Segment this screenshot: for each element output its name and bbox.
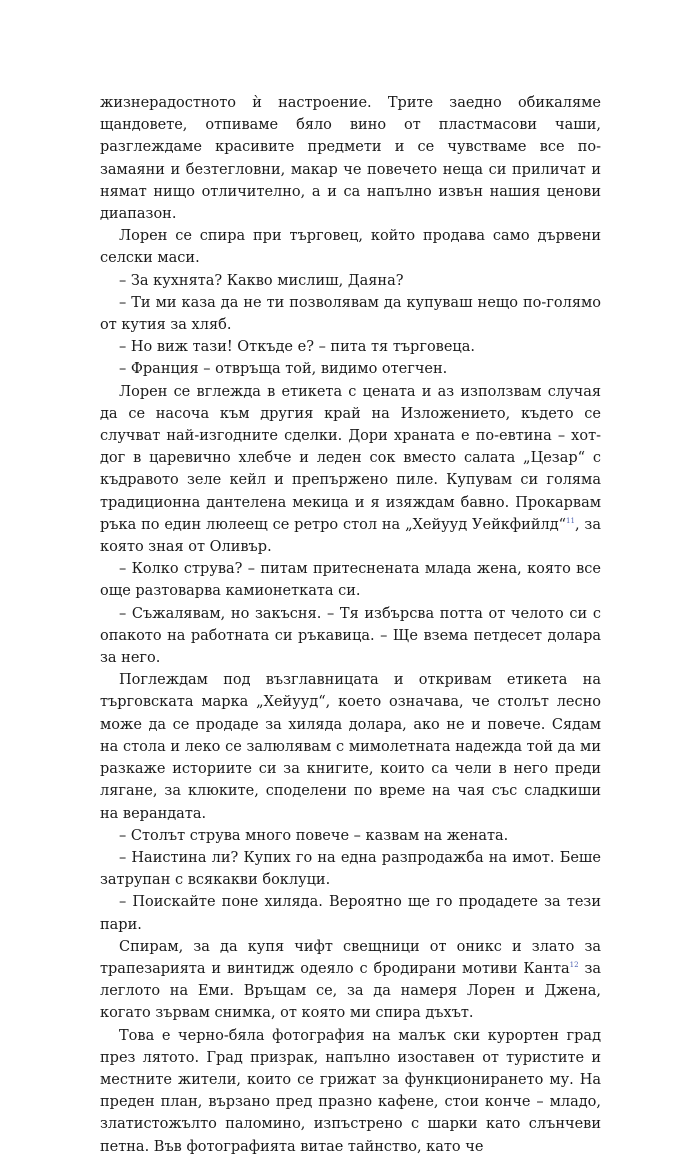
paragraph-text-continued: за леглото на Еми. Връщам се, за да намеря Лорен и Джена, когато зървам снимка, от която ми спира дъхът. [100,960,601,1022]
book-page-body [100,92,601,1158]
footnote-marker[interactable]: 11 [566,516,575,525]
dialogue-line: – Колко струва? – питам притеснената млада жена, която все още разтоварва камионетката си. [100,561,601,600]
paragraph: Поглеждам под възглавницата и откривам етикета на търговската марка „Хейууд“, което означава, че столът лесно може да се продаде за хиляда долара, ако не и повече. Сядам на стола и леко се залюлявам с мимолетната надежда той да ми разкаже историите си за книгите, които са чели в него преди лягане, за клюките, споделени по време на чая със сладкиши на верандата. [100,672,601,822]
dialogue-line: – Столът струва много повече – казвам на жената. [119,827,509,844]
dialogue-line: – Наистина ли? Купих го на една разпродажба на имот. Беше затрупан с всякакви боклуци. [100,849,601,889]
paragraph [100,381,601,559]
dialogue-line: – Франция – отвръща той, видимо отегчен. [119,361,448,378]
paragraph-text: Лорен се вглежда в етикета с цената и аз използвам случая да се насоча към другия край на Изложението, където се случват най-изгодните сделки. Дори храната е по-евтина – хот-дог в царевично хлебче и леден сок вместо салата „Цезар“ с къдравото зеле кейл и препържено пиле. Купувам си голяма традиционна дантелена мекица и я изяждам бавно. Прокарвам ръка по един люлеещ се ретро стол на „Хейууд Уейкфийлд“ [100,383,601,533]
paragraph: жизнерадостното ѝ настроение. Трите заедно обикаляме щандовете, отпиваме бяло вино от пластмасови чаши, разглеждаме красивите предмети и се чувстваме все по-замаяни и безтегловни, макар че повечето неща си приличат и нямат нищо отличително, а и са напълно извън нашия ценови диапазон. [100,95,601,223]
paragraph [100,936,601,1025]
paragraph-text-continued: , за която зная от Оливър. [100,516,601,556]
dialogue-line: – Съжалявам, но закъсня. – Тя избърсва потта от челото си с опакото на работната си ръкавица. – Ще взема петдесет долара за него. [100,605,601,667]
paragraph-text: Спирам, за да купя чифт свещници от оникс и злато за трапезарията и винтидж одеяло с бродирани мотиви Канта [100,938,601,977]
dialogue-line: – Поискайте поне хиляда. Вероятно ще го продадете за тези пари. [100,894,601,933]
dialogue-line: – За кухнята? Какво мислиш, Даяна? [119,272,404,289]
dialogue-line: – Но виж тази! Откъде е? – пита тя търговеца. [119,339,475,356]
paragraph: Това е черно-бяла фотография на малък ски курортен град през лятото. Град призрак, напълно изоставен от туристите и местните жители, които се грижат за функционирането му. На преден план, вързано пред празно кафене, стои конче – младо, златистожълто паломино, изпъстрено с шарки като слънчеви петна. Във фотографията витае тайнство, като че [100,1027,601,1155]
dialogue-line: – Ти ми каза да не ти позволявам да купуваш нещо по-голямо от кутия за хляб. [100,294,601,334]
paragraph: Лорен се спира при търговец, който продава само дървени селски маси. [100,228,601,267]
footnote-marker[interactable]: 12 [569,960,579,969]
